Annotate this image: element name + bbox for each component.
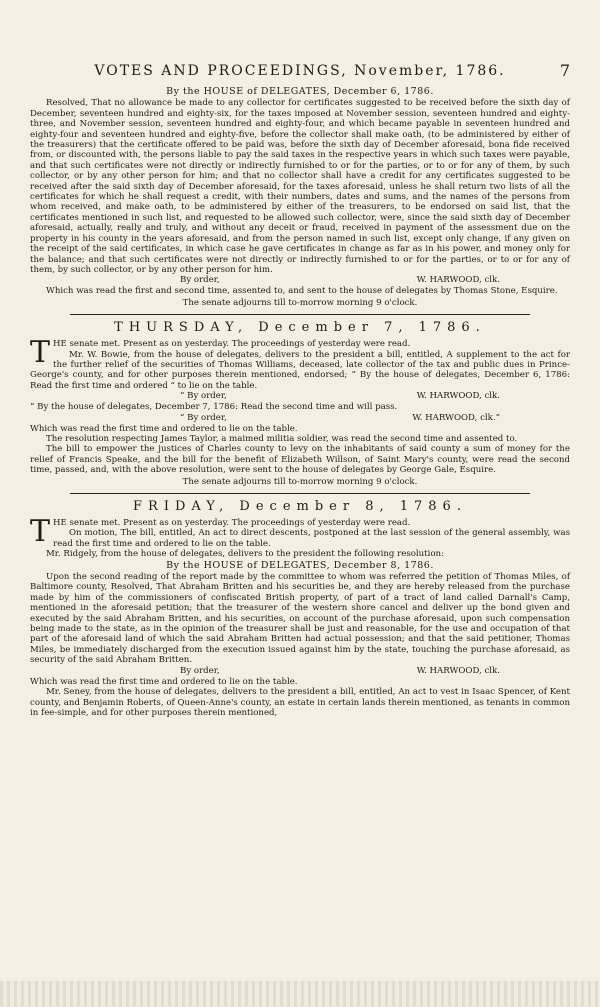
miles-resolution: Upon the second reading of the report made by the committee to whom was referred the petition of Thomas Miles, of Baltimore county, Resolved, That Abraham Britten and his securities be, and they are hereby released from the purchase made by him of the commissioners of confiscated British property, of part of a tract of land called Darnall's Camp, mentioned in the aforesaid petition; that the treasurer of the western shore cancel and deliver up the bond given and executed by the said Abraham Britten, and his securities, on account of the purchase aforesaid, upon such compensation being made to the state, as in the opinion of the treasurer shall be just and reasonable, for the use and occupation of that part of the aforesaid land of which the said Abraham Britten had actual possession; and that the said petitioner, Thomas Miles, be immediately discharged from the execution issued against him by the state, touching the purchase aforesaid, as security of the said Abraham Britten. xyxy=(30,572,570,666)
dropcap: T xyxy=(30,335,51,371)
thursday-section xyxy=(30,335,570,487)
second-reading: “ By the house of delegates, December 7, 1786: Read the second time and will pass. xyxy=(30,402,398,413)
clerk-signature: W. HARWOOD, clk. xyxy=(416,665,500,676)
by-order: By order, xyxy=(180,665,220,676)
thursday-heading: THURSDAY, December 7, 1786. xyxy=(114,320,486,336)
signoff-dec8 xyxy=(30,666,570,677)
friday-heading: FRIDAY, December 8, 1786. xyxy=(133,499,467,514)
descents-motion: On motion, The bill, entitled, An act to direct descents, postponed at the last session of the general assembly, was read the first time and ordered to lie on the table. xyxy=(53,528,570,549)
running-title: VOTES AND PROCEEDINGS, November, 1786. xyxy=(94,63,506,79)
adjourn-note: The senate adjourns till to-morrow morning 9 o'clock. xyxy=(182,297,418,308)
by-order: By order, xyxy=(180,275,220,286)
bowie-bill: Mr. W. Bowie, from the house of delegates, delivers to the president a bill, entitled, A supplement to the act for the further relief of the securities of Thomas Williams, deceased, late collector of the tax and public dues in Prince-George's county, and for other purposes therein mentioned, endorsed; “ By the house of delegates, December 6, 1786: Read the first time and ordered “ to lie on the table. xyxy=(30,349,570,391)
clerk-signature: W. HARWOOD, clk. xyxy=(416,275,500,286)
by-order: “ By order, xyxy=(180,391,227,402)
friday-opening: HE senate met. Present as on yesterday. The proceedings of yesterday were read. xyxy=(53,518,411,528)
read-note: Which was read the first time and ordered to lie on the table. xyxy=(30,423,298,434)
read-note: Which was read the first time and ordered to lie on the table. xyxy=(30,676,298,687)
signoff-dec6 xyxy=(30,275,570,286)
dropcap: T xyxy=(30,514,51,549)
section-rule xyxy=(70,314,530,315)
page-header xyxy=(30,60,570,82)
seney-bill: Mr. Seney, from the house of delegates, delivers to the president a bill, entitled, An act to vest in Isaac Spencer, of Kent county, and Benjamin Roberts, of Queen-Anne's county, an estate in certain lands therein mentioned, as tenants in common in fee-simple, and for other purposes therein mentioned, xyxy=(30,687,570,718)
ridgely-note: Mr. Ridgely, from the house of delegates, delivers to the president the following resolution: xyxy=(46,549,444,560)
signoff-1 xyxy=(30,391,570,402)
charles-county-bill: The bill to empower the justices of Charles county to levy on the inhabitants of said county a sum of money for the relief of Francis Speake, and the bill for the benefit of Elizabeth Willson, of Saint Mary's county, were read the second time, passed, and, with the above resolution, were sent to the house of delegates by George Gale, Esquire. xyxy=(30,444,570,476)
clerk-signature: W. HARWOOD, clk. xyxy=(416,391,500,402)
taylor-resolution: The resolution respecting James Taylor, a maimed militia soldier, was read the second time and assented to. xyxy=(46,433,518,444)
house-heading-dec6: By the HOUSE of DELEGATES, December 6, 1786. xyxy=(166,86,434,97)
page-edge-damage xyxy=(0,981,600,1007)
signoff-2 xyxy=(30,413,570,424)
clerk-signature: W. HARWOOD, clk.” xyxy=(412,412,500,423)
thursday-opening: HE senate met. Present as on yesterday. The proceedings of yesterday were read. xyxy=(53,339,411,350)
page-content xyxy=(30,86,570,718)
section-rule xyxy=(70,493,530,494)
by-order: “ By order, xyxy=(180,412,227,423)
friday-section xyxy=(30,514,570,718)
adjourn-note: The senate adjourns till to-morrow morning 9 o'clock. xyxy=(182,476,418,487)
house-heading-dec8: By the HOUSE of DELEGATES, December 8, 1786. xyxy=(166,559,434,571)
page-number: 7 xyxy=(559,61,570,80)
resolution-dec6: Resolved, That no allowance be made to any collector for certificates suggested to be received before the sixth day of December, seventeen hundred and eighty-six, for the taxes imposed at November session, seventeen hundred and eighty-three, and November session, seventeen hundred and eighty-four, and which became payable in seventeen hundred and eighty-four and seventeen hundred and eighty-five, before the collector shall make oath, (to be administered by either of the treasurers) that the certificate offered to be paid was, before the sixth day of December aforesaid, bona fide received from, or discounted with, the persons liable to pay the said taxes in the respective years in which such taxes were payable, and that such certificates were not directly or indirectly furnished to or for the parties, or to or for any of them, by such collector, or by any other person for him; and that no collector shall have a credit for any certificates suggested to be received after the said sixth day of December aforesaid, for the taxes aforesaid, unless he shall return two lists of all the certificates for which he shall request a credit, with their numbers, dates and sums, and the names of the persons from whom received, and make oath, to be administered by either of the treasurers, to be endorsed on said list, that the certificates mentioned in such list, and requested to be allowed such collector, were, since the said sixth day of December aforesaid, actually, really and truly, and without any deceit or fraud, received in payment of the assessment due on the property in his county in the years aforesaid, and from the person named in such list, except only change, if any given on the receipt of the said certificates, in which case he gave certificates in change as far as in his power, and money only for the balance; and that such certificates were not directly or indirectly furnished to or for the parties, or to or for any of them, by such collector, or by any other person for him. xyxy=(30,98,570,275)
read-note: Which was read the first and second time, assented to, and sent to the house of delegates by Thomas Stone, Esquire. xyxy=(46,286,558,297)
